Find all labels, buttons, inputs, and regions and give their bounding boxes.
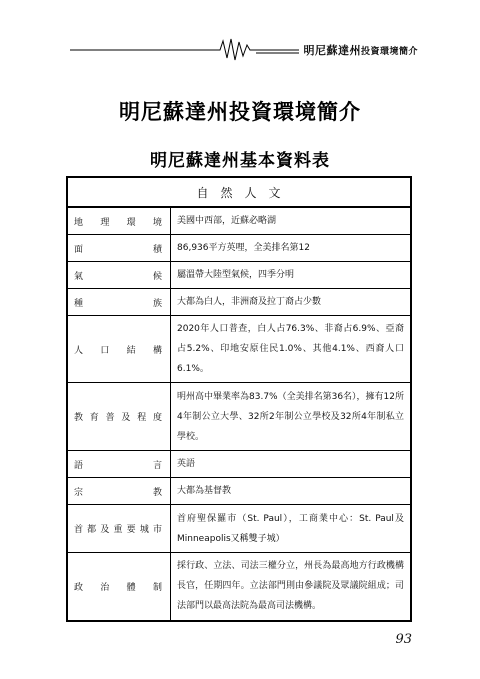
row-value: 屬溫帶大陸型氣候，四季分明 xyxy=(171,262,412,289)
row-value: 2020年人口普查，白人占76.3%、非裔占6.9%、亞裔占5.2%、印地安原住民1.0%、其他4.1%、西裔人口6.1%。 xyxy=(171,316,412,383)
page-title: 明尼蘇達州投資環境簡介 xyxy=(119,100,361,124)
page-subtitle: 明尼蘇達州基本資料表 xyxy=(150,151,330,171)
table-row xyxy=(67,505,411,553)
header-title-main: 明尼蘇達州 xyxy=(303,44,361,57)
row-label: 人口結構 xyxy=(67,316,171,383)
table-row xyxy=(67,316,411,383)
table-row xyxy=(67,207,411,235)
row-value: 英語 xyxy=(171,451,412,478)
row-label: 政治體制 xyxy=(67,553,171,621)
row-label: 種族 xyxy=(67,289,171,316)
row-label: 宗教 xyxy=(67,478,171,505)
table-row xyxy=(67,262,411,289)
page-header xyxy=(70,36,418,62)
table-row xyxy=(67,478,411,505)
row-label: 教育普及程度 xyxy=(67,383,171,451)
row-value: 86,936平方英哩，全美排名第12 xyxy=(171,235,412,262)
row-label: 面積 xyxy=(67,235,171,262)
page-number: 93 xyxy=(395,632,412,647)
basic-info-table xyxy=(66,176,412,622)
row-label: 地理環境 xyxy=(67,207,171,235)
table-row xyxy=(67,289,411,316)
table-row xyxy=(67,451,411,478)
table-header-row xyxy=(67,177,411,207)
row-value: 明州高中畢業率為83.7%（全美排名第36名），擁有12所4年制公立大學、32所2年制公立學校及32所4年制私立學校。 xyxy=(171,383,412,451)
table-row xyxy=(67,553,411,621)
row-value: 美國中西部，近蘇必略湖 xyxy=(171,207,412,235)
row-value: 大都為基督教 xyxy=(171,478,412,505)
table-row xyxy=(67,235,411,262)
row-label: 首都及重要城市 xyxy=(67,505,171,553)
header-title-small: 投資環境簡介 xyxy=(360,47,418,57)
section-header: 自然人文 xyxy=(67,177,411,207)
table-row xyxy=(67,383,411,451)
header-title xyxy=(299,42,418,58)
row-value: 採行政、立法、司法三權分立，州長為最高地方行政機構長官，任期四年。立法部門則由參議院及眾議院組成；司法部門以最高法院為最高司法機構。 xyxy=(171,553,412,621)
row-value: 首府聖保羅市（St. Paul），工商業中心：St. Paul及Minneapolis又稱雙子城） xyxy=(171,505,412,553)
row-value: 大都為白人，非洲裔及拉丁裔占少數 xyxy=(171,289,412,316)
row-label: 氣候 xyxy=(67,262,171,289)
row-label: 語言 xyxy=(67,451,171,478)
